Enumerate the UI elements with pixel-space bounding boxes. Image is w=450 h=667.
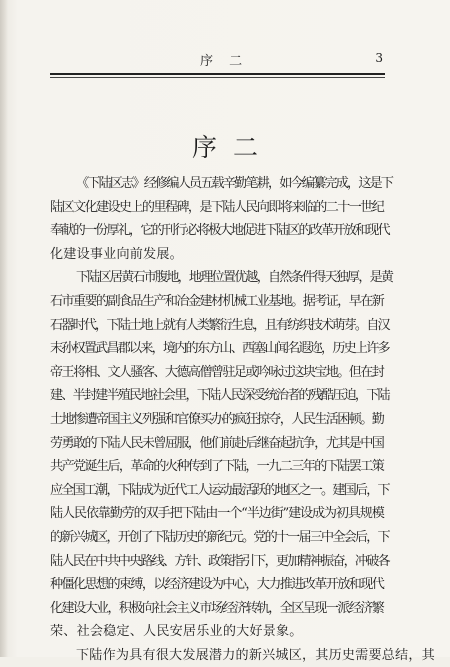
text-line: 下陆作为具有很大发展潜力的新兴城区，其历史需要总结，其 <box>76 647 435 663</box>
text-line: 建、半封建半殖民地社会里，下陆人民深受统治者的残酷压迫，下陆 <box>50 388 389 404</box>
text-line: 应全国工潮，下陆成为近代工人运动最活跃的地区之一。建国后，下 <box>50 482 389 498</box>
text-line: 荣、社会稳定、人民安居乐业的大好景象。 <box>50 624 303 640</box>
running-header <box>50 40 385 74</box>
text-line: 下陆区居黄石市腹地，地理位置优越，自然条件得天独厚，是黄 <box>76 270 393 286</box>
text-line: 劳勇敢的下陆人民未曾屈服，他们前赴后继奋起抗争，尤其是中国 <box>50 435 384 451</box>
page-number: 3 <box>375 51 383 65</box>
text-line: 土地惨遭帝国主义列强和官僚买办的疯狂掠夺，人民生活困顿。勤 <box>50 411 384 427</box>
paragraph <box>50 172 393 266</box>
text-line: 奉献的一份厚礼，它的刊行必将极大地促进下陆区的改革开放和现代 <box>50 223 389 239</box>
running-title: 序 二 <box>200 54 249 69</box>
header-rule <box>50 73 385 75</box>
text-line: 《下陆区志》经修编人员五载辛勤笔耕，如今编纂完成，这是下 <box>76 176 393 191</box>
text-line: 末孙权置武昌郡以来，境内的东方山、西塞山闻名遐迩，历史上许多 <box>50 341 389 357</box>
text-line: 陆人民在中共中央路线、方针、政策指引下，更加精神振奋，冲破各 <box>50 553 389 569</box>
text-line: 陆人民依靠勤劳的双手把下陆由一个“半边街”建设成为初具规模 <box>50 506 384 522</box>
text-line: 化建设大业，积极向社会主义市场经济转轨，全区呈现一派经济繁 <box>50 600 384 616</box>
text-line: 的新兴城区，开创了下陆历史的新纪元。党的十一届三中全会后，下 <box>50 529 389 545</box>
chapter-title: 序二 <box>191 132 274 162</box>
body-text <box>50 172 435 667</box>
text-line: 帝王将相、文人骚客、大德高僧曾驻足或吟咏过这块宝地。但在封 <box>50 364 384 380</box>
text-line: 共产党诞生后，革命的火种传到了下陆，一九二三年的下陆罢工策 <box>50 459 384 475</box>
binding-shadow <box>0 0 8 657</box>
text-line: 石器时代，下陆土地上就有人类繁衍生息，且有纺织技术萌芽。自汉 <box>50 317 389 333</box>
header-rule-thin <box>50 77 385 78</box>
text-line: 陆区文化建设史上的里程碑，是下陆人民向即将来临的二十一世纪 <box>50 199 384 215</box>
text-line: 化建设事业向前发展。 <box>50 246 183 262</box>
text-line: 种僵化思想的束缚，以经济建设为中心，大力推进改革开放和现代 <box>50 577 384 593</box>
text-line: 石市重要的副食品生产和冶金建材机械工业基地。据考证，早在新 <box>50 293 384 309</box>
paragraph <box>50 266 393 644</box>
paragraph <box>50 644 435 667</box>
